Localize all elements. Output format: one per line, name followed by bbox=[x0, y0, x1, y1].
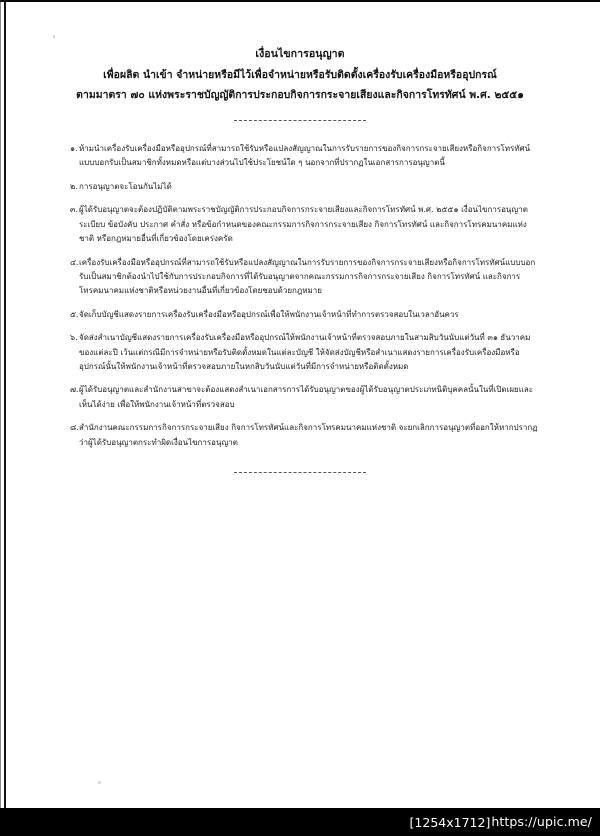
clause-text: ห้ามนำเครื่องรับเครื่องมือหรืออุปกรณ์ที่สามารถใช้รับหรือแปลงสัญญาณในการรับรายการของกิจการกระจายเสียงหรือกิจการโทรทัศน์แบบบอกรับเป็นสมาชิกทั้งหมดหรือแต่บางส่วนไปใช้ประโยชน์ใด ๆ นอกจากที่ปรากฏในเอกสารการอนุญาตนี้ bbox=[79, 143, 531, 167]
title-line-2: เพื่อผลิต นำเข้า จำหน่ายหรือมีไว้เพื่อจำหน่ายหรือรับติดตั้งเครื่องรับเครื่องมือหรืออุปกรณ์ bbox=[103, 68, 497, 81]
clause-item bbox=[62, 383, 538, 411]
clause-number: ๑. bbox=[70, 143, 78, 153]
clause-item bbox=[62, 421, 538, 449]
clause-item bbox=[62, 203, 538, 246]
clause-text: จัดเก็บบัญชีแสดงรายการเครื่องรับเครื่องมือหรืออุปกรณ์เพื่อให้พนักงานเจ้าหน้าที่ทำการตรวจสอบในเวลาอันควร bbox=[79, 309, 459, 319]
clause-text: สำนักงานคณะกรรมการกิจการกระจายเสียง กิจการโทรทัศน์และกิจการโทรคมนาคมแห่งชาติ จะยกเลิกการอนุญาตที่ออกให้หากปรากฏว่าผู้ได้รับอนุญาตกระทำผิดเงื่อนไขการอนุญาต bbox=[79, 423, 538, 447]
clause-text: ผู้ได้รับอนุญาตจะต้องปฏิบัติตามพระราชบัญญัติการประกอบกิจการกระจายเสียงและกิจการโทรทัศน์ พ.ศ. ๒๕๕๑ เงื่อนไขการอนุญาต ระเบียบ ข้อบังคับ ประกาศ คำสั่ง หรือข้อกำหนดของคณะกรรมการกิจการกระจายเสียง กิจการโทรทัศน์ และกิจการโทรคมนาคมแห่งชาติ หรือกฎหมายอื่นที่เกี่ยวข้องโดยเคร่งครัด bbox=[79, 205, 528, 243]
image-dimensions-label: [1254x1712] bbox=[409, 814, 491, 830]
clause-number: ๖. bbox=[70, 333, 78, 343]
clause-number: ๗. bbox=[70, 385, 79, 395]
clause-number: ๘. bbox=[70, 423, 79, 433]
clause-text: การอนุญาตจะโอนกันไม่ได้ bbox=[79, 181, 172, 191]
document-title bbox=[62, 44, 538, 106]
clause-text: จัดส่งสำเนาบัญชีแสดงรายการเครื่องรับเครื่องมือหรืออุปกรณ์ให้พนักงานเจ้าหน้าที่ตรวจสอบภายในสามสิบวันนับแต่วันที่ ๓๑ ธันวาคมของแต่ละปี เว้นแต่กรณีมีการจำหน่ายหรือรับติดตั้งหมดในแต่ละบัญชี ให้จัดส่งบัญชีหรือสำเนาแสดงรายการเครื่องรับเครื่องมือหรืออุปกรณ์นั้นให้พนักงานเจ้าหน้าที่ตรวจสอบภายในหกสิบวันนับแต่วันที่มีการจำหน่ายหรือติดตั้งหมด bbox=[79, 333, 531, 371]
clause-number: ๔. bbox=[70, 257, 79, 267]
clause-text: เครื่องรับเครื่องมือหรืออุปกรณ์ที่สามารถใช้รับหรือแปลงสัญญาณในการรับรายการของกิจการกระจายเสียงหรือกิจการโทรทัศน์แบบบอกรับเป็นสมาชิกต้องนำไปใช้กับการประกอบกิจการที่ได้รับอนุญาตจากคณะกรรมการกิจการกระจายเสียง กิจการโทรทัศน์ และกิจการโทรคมนาคมแห่งชาติหรือหน่วยงานอื่นที่เกี่ยวข้องโดยชอบด้วยกฎหมาย bbox=[79, 257, 536, 295]
title-line-3: ตามมาตรา ๗๐ แห่งพระราชบัญญัติการประกอบกิจการกระจายเสียงและกิจการโทรทัศน์ พ.ศ. ๒๕๕๑ bbox=[76, 89, 524, 102]
clause-item bbox=[62, 256, 538, 299]
clause-list bbox=[62, 142, 538, 450]
clause-item bbox=[62, 331, 538, 374]
image-host-url: https://upic.me/ bbox=[491, 814, 592, 829]
image-host-footer-bar bbox=[0, 808, 600, 836]
separator-bottom bbox=[62, 472, 538, 473]
separator-top bbox=[62, 120, 538, 121]
clause-item bbox=[62, 308, 538, 322]
clause-text: ผู้ได้รับอนุญาตและสำนักงานสาขาจะต้องแสดงสำเนาเอกสารการได้รับอนุญาตของผู้ได้รับอนุญาตประเภทนิติบุคคลนั้นในที่เปิดเผยและเห็นได้ง่าย เพื่อให้พนักงานเจ้าหน้าที่ตรวจสอบ bbox=[79, 385, 534, 409]
clause-number: ๓. bbox=[70, 205, 79, 215]
dashed-rule bbox=[234, 120, 366, 121]
clause-item bbox=[62, 142, 538, 170]
dashed-rule bbox=[234, 472, 366, 473]
clause-number: ๕. bbox=[70, 309, 79, 319]
title-line-1: เงื่อนไขการอนุญาต bbox=[255, 48, 345, 60]
clause-item bbox=[62, 180, 538, 194]
clause-number: ๒. bbox=[70, 181, 78, 191]
